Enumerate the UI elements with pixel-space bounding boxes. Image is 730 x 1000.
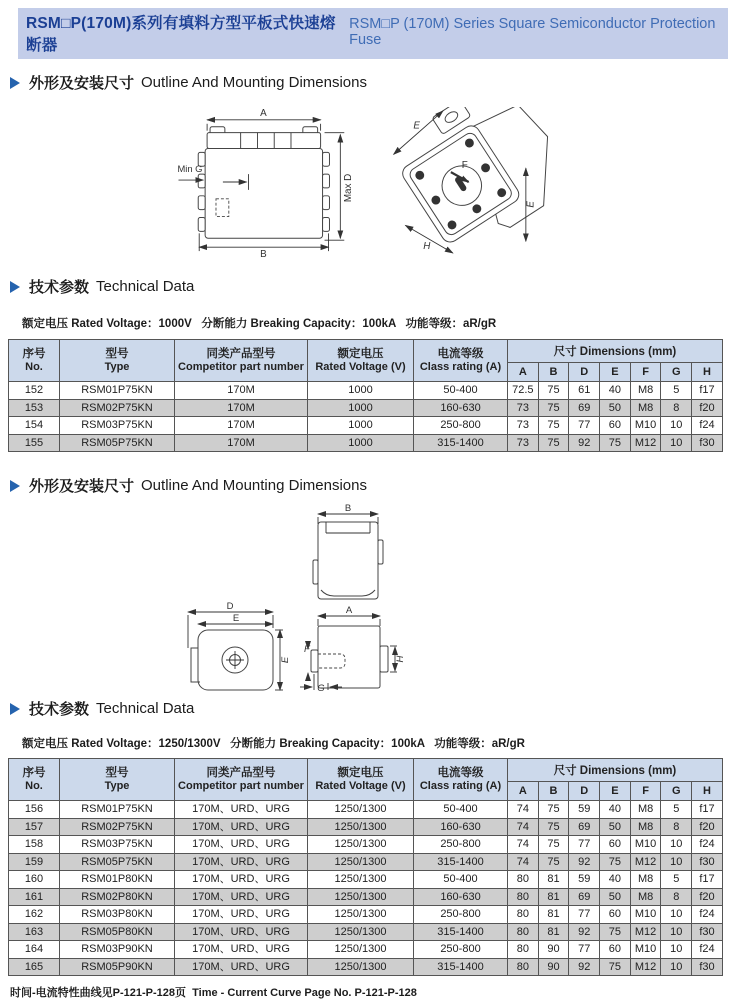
section-heading-technical-2 <box>10 698 730 719</box>
specs-line-2: 额定电压 Rated Voltage：1250/1300V 分断能力 Breaking Capacity：100kA 功能等级：aR/gR <box>22 738 525 750</box>
table-cell: 160-630 <box>414 818 508 836</box>
section-heading-en: Outline And Mounting Dimensions <box>141 477 367 494</box>
table-cell: 73 <box>508 417 539 435</box>
table-cell: 157 <box>9 818 60 836</box>
table-cell: 74 <box>508 836 539 854</box>
table-row <box>9 399 723 417</box>
table-cell: f30 <box>692 958 723 976</box>
col-dim-b: B <box>538 782 569 801</box>
table-cell: 250-800 <box>414 836 508 854</box>
dim-label-min-g: Min G <box>177 164 203 175</box>
table-cell: 75 <box>538 417 569 435</box>
table-body <box>9 801 723 976</box>
dim-label-h: H <box>423 241 431 253</box>
table-row <box>9 941 723 959</box>
table-cell: 315-1400 <box>414 853 508 871</box>
col-no: 序号 No. <box>9 759 60 801</box>
table-cell: 5 <box>661 382 692 400</box>
table-cell: f24 <box>692 941 723 959</box>
table-cell: 80 <box>508 871 539 889</box>
table-cell: 160-630 <box>414 888 508 906</box>
table-cell: 50-400 <box>414 801 508 819</box>
table-cell: 1250/1300 <box>308 818 414 836</box>
table-cell: 73 <box>508 399 539 417</box>
table-cell: 75 <box>538 382 569 400</box>
table-row <box>9 801 723 819</box>
col-voltage: 额定电压 Rated Voltage (V) <box>308 759 414 801</box>
col-dim-f: F <box>630 363 661 382</box>
table-cell: 5 <box>661 801 692 819</box>
table-cell: 10 <box>661 434 692 452</box>
triangle-bullet-icon <box>10 77 20 89</box>
table-cell: 1250/1300 <box>308 871 414 889</box>
col-dimensions: 尺寸 Dimensions (mm) <box>508 340 723 363</box>
col-dim-d: D <box>569 782 600 801</box>
table-cell: 1000 <box>308 417 414 435</box>
table-cell: f30 <box>692 434 723 452</box>
table-row <box>9 853 723 871</box>
table-cell: 1250/1300 <box>308 941 414 959</box>
table-cell: 158 <box>9 836 60 854</box>
table-cell: 170M、URD、URG <box>175 818 308 836</box>
table-cell: M10 <box>630 906 661 924</box>
section-heading-en: Outline And Mounting Dimensions <box>141 74 367 91</box>
table-cell: 154 <box>9 417 60 435</box>
col-dim-b: B <box>538 363 569 382</box>
table-cell: 80 <box>508 923 539 941</box>
table-cell: M8 <box>630 399 661 417</box>
table-cell: 315-1400 <box>414 958 508 976</box>
col-dim-g: G <box>661 782 692 801</box>
table-header <box>9 759 723 801</box>
table-cell: 74 <box>508 818 539 836</box>
dim-label-g: G <box>317 683 325 692</box>
page-title-zh: RSM□P(170M)系列有填料方型平板式快速熔断器 <box>26 15 336 54</box>
table-cell: 250-800 <box>414 941 508 959</box>
table-cell: 75 <box>538 434 569 452</box>
table-cell: 75 <box>538 801 569 819</box>
col-dim-g: G <box>661 363 692 382</box>
table-row <box>9 888 723 906</box>
table-cell: 75 <box>600 853 631 871</box>
table-cell: 10 <box>661 853 692 871</box>
table-cell: 60 <box>600 941 631 959</box>
table-cell: RSM03P80KN <box>60 906 175 924</box>
table-cell: M8 <box>630 871 661 889</box>
table-row <box>9 923 723 941</box>
table-cell: 170M、URD、URG <box>175 941 308 959</box>
dim-label-a: A <box>345 605 353 616</box>
table-cell: 73 <box>508 434 539 452</box>
table-cell: 10 <box>661 906 692 924</box>
table-cell: M12 <box>630 923 661 941</box>
table-cell: RSM02P75KN <box>60 818 175 836</box>
table-cell: 77 <box>569 906 600 924</box>
col-dimensions: 尺寸 Dimensions (mm) <box>508 759 723 782</box>
table-row <box>9 818 723 836</box>
table-cell: 170M、URD、URG <box>175 801 308 819</box>
table-cell: 59 <box>569 801 600 819</box>
table-cell: 250-800 <box>414 417 508 435</box>
dim-label-h: H <box>395 655 406 663</box>
table-cell: 75 <box>538 399 569 417</box>
table-cell: f17 <box>692 382 723 400</box>
triangle-bullet-icon <box>10 480 20 492</box>
table-cell: 59 <box>569 871 600 889</box>
table-cell: 75 <box>538 836 569 854</box>
table-cell: 50 <box>600 399 631 417</box>
col-dim-e: E <box>600 782 631 801</box>
table-cell: 50-400 <box>414 871 508 889</box>
table-cell: RSM01P75KN <box>60 382 175 400</box>
table-cell: 250-800 <box>414 906 508 924</box>
dim-label-e-side: E <box>280 656 291 664</box>
table-cell: 1250/1300 <box>308 801 414 819</box>
dim-label-e-inner: E <box>232 613 240 624</box>
table-cell: 170M、URD、URG <box>175 888 308 906</box>
table-cell: 164 <box>9 941 60 959</box>
table-cell: M8 <box>630 888 661 906</box>
table-cell: 1250/1300 <box>308 836 414 854</box>
table-cell: 8 <box>661 818 692 836</box>
table-cell: 170M、URD、URG <box>175 906 308 924</box>
table-cell: 72.5 <box>508 382 539 400</box>
table-cell: 92 <box>569 434 600 452</box>
table-cell: 75 <box>538 818 569 836</box>
table-cell: 90 <box>538 941 569 959</box>
table-cell: RSM02P75KN <box>60 399 175 417</box>
table-cell: 77 <box>569 417 600 435</box>
fuse-three-view-drawing <box>168 504 470 692</box>
table-cell: f20 <box>692 818 723 836</box>
table-cell: RSM05P75KN <box>60 434 175 452</box>
table-cell: 10 <box>661 836 692 854</box>
table-cell: 1000 <box>308 434 414 452</box>
col-class-rating: 电流等级 Class rating (A) <box>414 759 508 801</box>
table-cell: f20 <box>692 399 723 417</box>
outline-drawing-2 <box>168 504 470 692</box>
col-dim-a: A <box>508 363 539 382</box>
table-cell: 170M、URD、URG <box>175 853 308 871</box>
table-row <box>9 906 723 924</box>
table-cell: 170M <box>175 417 308 435</box>
dim-label-e-side: E <box>525 201 537 208</box>
table-row <box>9 434 723 452</box>
specs-line-1: 额定电压 Rated Voltage：1000V 分断能力 Breaking Capacity：100kA 功能等级：aR/gR <box>22 318 497 330</box>
triangle-bullet-icon <box>10 281 20 293</box>
table-cell: f24 <box>692 417 723 435</box>
table-cell: 1250/1300 <box>308 958 414 976</box>
table-cell: M10 <box>630 941 661 959</box>
table-cell: 40 <box>600 801 631 819</box>
table-row <box>9 382 723 400</box>
table-cell: 155 <box>9 434 60 452</box>
dim-label-f: F <box>304 644 310 655</box>
table-cell: f17 <box>692 801 723 819</box>
table-cell: RSM03P75KN <box>60 836 175 854</box>
col-dim-h: H <box>692 363 723 382</box>
table-cell: f17 <box>692 871 723 889</box>
col-dim-d: D <box>569 363 600 382</box>
table-cell: 153 <box>9 399 60 417</box>
col-no: 序号 No. <box>9 340 60 382</box>
col-competitor: 同类产品型号 Competitor part number <box>175 759 308 801</box>
table-cell: 60 <box>600 417 631 435</box>
table-cell: M8 <box>630 382 661 400</box>
table-cell: 50 <box>600 818 631 836</box>
table-cell: 81 <box>538 923 569 941</box>
table-row <box>9 836 723 854</box>
table-cell: f20 <box>692 888 723 906</box>
col-dim-a: A <box>508 782 539 801</box>
table-cell: 60 <box>600 836 631 854</box>
table-cell: 170M、URD、URG <box>175 923 308 941</box>
technical-table-1 <box>8 339 723 452</box>
outline-drawing-1 <box>0 107 730 257</box>
table-cell: M10 <box>630 417 661 435</box>
table-cell: 40 <box>600 382 631 400</box>
table-cell: 10 <box>661 923 692 941</box>
table-cell: 161 <box>9 888 60 906</box>
table-cell: 74 <box>508 801 539 819</box>
table-cell: M12 <box>630 958 661 976</box>
table-cell: 315-1400 <box>414 923 508 941</box>
table-cell: 80 <box>508 958 539 976</box>
page-title-en: RSM□P (170M) Series Square Semiconductor Protection Fuse <box>349 16 716 48</box>
table-cell: RSM01P80KN <box>60 871 175 889</box>
table-body <box>9 382 723 452</box>
table-cell: 61 <box>569 382 600 400</box>
section-heading-zh: 技术参数 <box>29 701 90 718</box>
table-cell: 170M <box>175 382 308 400</box>
table-cell: 170M、URD、URG <box>175 958 308 976</box>
table-cell: 1250/1300 <box>308 906 414 924</box>
table-cell: M8 <box>630 801 661 819</box>
table-cell: RSM03P75KN <box>60 417 175 435</box>
table-cell: M8 <box>630 818 661 836</box>
dim-label-d: D <box>226 601 234 612</box>
table-cell: 170M <box>175 399 308 417</box>
table-cell: 1000 <box>308 399 414 417</box>
table-cell: 160 <box>9 871 60 889</box>
table-cell: 92 <box>569 853 600 871</box>
col-type: 型号 Type <box>60 340 175 382</box>
dim-label-b: B <box>344 504 352 514</box>
table-cell: 69 <box>569 818 600 836</box>
section-heading-outline-2 <box>10 475 730 496</box>
table-cell: 92 <box>569 923 600 941</box>
table-cell: RSM01P75KN <box>60 801 175 819</box>
table-cell: 1000 <box>308 382 414 400</box>
table-cell: 315-1400 <box>414 434 508 452</box>
dim-label-e-top: E <box>413 120 420 132</box>
table-cell: 8 <box>661 888 692 906</box>
table-cell: 40 <box>600 871 631 889</box>
dim-label-max-d: Max D <box>343 173 355 203</box>
table-cell: 162 <box>9 906 60 924</box>
table-cell: 80 <box>508 888 539 906</box>
table-cell: RSM05P80KN <box>60 923 175 941</box>
table-cell: 75 <box>600 434 631 452</box>
section-heading-technical-1 <box>10 276 730 297</box>
table-cell: 170M <box>175 434 308 452</box>
table-cell: M12 <box>630 434 661 452</box>
table-cell: 5 <box>661 871 692 889</box>
triangle-bullet-icon <box>10 703 20 715</box>
table-cell: 77 <box>569 941 600 959</box>
page-header-band <box>18 8 728 59</box>
table-cell: 50 <box>600 888 631 906</box>
table-cell: 10 <box>661 417 692 435</box>
table-cell: RSM03P90KN <box>60 941 175 959</box>
table-cell: RSM05P90KN <box>60 958 175 976</box>
table-cell: 1250/1300 <box>308 853 414 871</box>
section-heading-en: Technical Data <box>96 700 195 717</box>
table-cell: 50-400 <box>414 382 508 400</box>
table-cell: 74 <box>508 853 539 871</box>
table-cell: 170M、URD、URG <box>175 871 308 889</box>
dim-label-b: B <box>260 249 267 257</box>
table-cell: f30 <box>692 853 723 871</box>
table-cell: 80 <box>508 941 539 959</box>
table-cell: M12 <box>630 853 661 871</box>
table-cell: 156 <box>9 801 60 819</box>
table-row <box>9 871 723 889</box>
table-cell: 159 <box>9 853 60 871</box>
col-dim-e: E <box>600 363 631 382</box>
table-cell: RSM05P75KN <box>60 853 175 871</box>
table-row <box>9 958 723 976</box>
table-cell: 69 <box>569 399 600 417</box>
table-row <box>9 417 723 435</box>
table-cell: 81 <box>538 906 569 924</box>
col-class-rating: 电流等级 Class rating (A) <box>414 340 508 382</box>
col-dim-f: F <box>630 782 661 801</box>
table-cell: M10 <box>630 836 661 854</box>
col-competitor: 同类产品型号 Competitor part number <box>175 340 308 382</box>
section-heading-zh: 技术参数 <box>29 279 90 296</box>
table-cell: 163 <box>9 923 60 941</box>
table-cell: f30 <box>692 923 723 941</box>
table-cell: 160-630 <box>414 399 508 417</box>
table-cell: 10 <box>661 941 692 959</box>
col-type: 型号 Type <box>60 759 175 801</box>
table-cell: f24 <box>692 836 723 854</box>
table-cell: 10 <box>661 958 692 976</box>
technical-table-2 <box>8 758 723 976</box>
table-cell: 165 <box>9 958 60 976</box>
fuse-front-and-isometric-drawing <box>175 107 555 257</box>
table-cell: 75 <box>600 923 631 941</box>
dim-label-f: F <box>461 160 468 172</box>
table-cell: 90 <box>538 958 569 976</box>
table-cell: 170M、URD、URG <box>175 836 308 854</box>
table-cell: 8 <box>661 399 692 417</box>
col-dim-h: H <box>692 782 723 801</box>
table-cell: 75 <box>600 958 631 976</box>
footer-note: 时间-电流特性曲线见P-121-P-128页 Time - Current Curve Page No. P-121-P-128 <box>10 987 417 999</box>
dim-label-a: A <box>260 107 267 119</box>
col-voltage: 额定电压 Rated Voltage (V) <box>308 340 414 382</box>
section-heading-en: Technical Data <box>96 278 195 295</box>
table-cell: f24 <box>692 906 723 924</box>
table-cell: 1250/1300 <box>308 888 414 906</box>
table-cell: 81 <box>538 888 569 906</box>
table-header <box>9 340 723 382</box>
table-cell: RSM02P80KN <box>60 888 175 906</box>
table-cell: 92 <box>569 958 600 976</box>
table-cell: 60 <box>600 906 631 924</box>
table-cell: 81 <box>538 871 569 889</box>
table-cell: 75 <box>538 853 569 871</box>
table-cell: 69 <box>569 888 600 906</box>
section-heading-zh: 外形及安装尺寸 <box>29 478 135 495</box>
section-heading-outline-1 <box>10 72 730 93</box>
table-cell: 77 <box>569 836 600 854</box>
table-cell: 80 <box>508 906 539 924</box>
table-cell: 1250/1300 <box>308 923 414 941</box>
section-heading-zh: 外形及安装尺寸 <box>29 75 135 92</box>
table-cell: 152 <box>9 382 60 400</box>
